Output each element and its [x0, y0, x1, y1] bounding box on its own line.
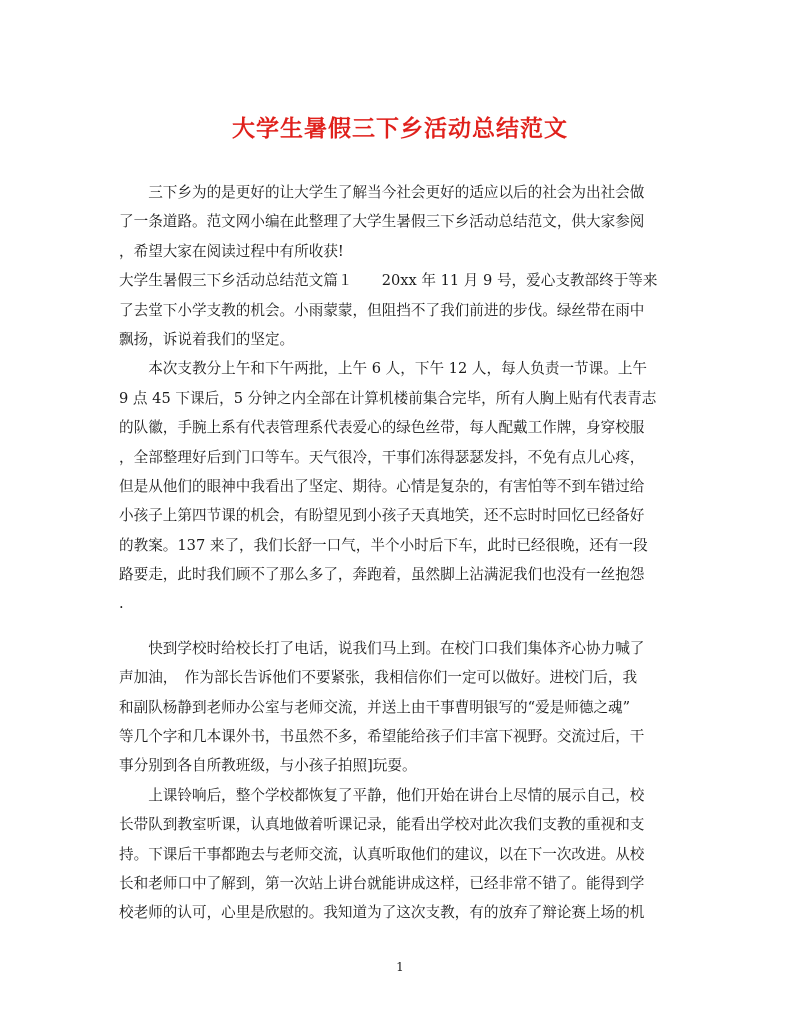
- body-line: 上课铃响后，整个学校都恢复了平静，他们开始在讲台上尽情的展示自己，校: [119, 786, 645, 804]
- body-line: 但是从他们的眼神中我看出了坚定、期待。心情是复杂的，有害怕等不到车错过给: [119, 477, 645, 495]
- body-line: 小孩子上第四节课的机会，有盼望见到小孩子天真地笑，还不忘时时回忆已经备好: [119, 507, 645, 525]
- body-line: 持。下课后干事都跑去与老师交流，认真听取他们的建议，以在下一次改进。从校: [119, 845, 645, 863]
- body-line: ，全部整理好后到门口等车。天气很冷，干事们冻得瑟瑟发抖，不免有点儿心疼，: [119, 448, 645, 466]
- document-title: 大学生暑假三下乡活动总结范文: [232, 115, 568, 142]
- body-line: 长和老师口中了解到，第一次站上讲台就能讲成这样，已经非常不错了。能得到学: [119, 874, 645, 892]
- document-body: [119, 178, 684, 928]
- body-line: .: [119, 595, 124, 613]
- body-line: 大学生暑假三下乡活动总结范文篇１ 20xx 年 11 月 9 号，爱心支教部终于等来: [119, 272, 658, 290]
- body-line: ，希望大家在阅读过程中有所收获!: [119, 242, 344, 260]
- body-line: 的教案。137 来了，我们长舒一口气，半个小时后下车，此时已经很晚，还有一段: [119, 536, 648, 554]
- body-line: 校老师的认可，心里是欣慰的。我知道为了这次支教，有的放弃了辩论赛上场的机: [119, 904, 645, 922]
- body-line: 和副队杨静到老师办公室与老师交流，并送上由干事曹明银写的“爱是师德之魂”: [119, 698, 631, 716]
- body-line: 等几个字和几本课外书，书虽然不多，希望能给孩子们丰富下视野。交流过后，干: [119, 728, 645, 746]
- page-number: 1: [396, 960, 404, 974]
- body-line: 事分别到各自所教班级，与小孩子拍照]玩耍。: [119, 757, 417, 775]
- body-line: 快到学校时给校长打了电话，说我们马上到。在校门口我们集体齐心协力喊了: [119, 639, 645, 657]
- body-line: 三下乡为的是更好的让大学生了解当今社会更好的适应以后的社会为出社会做: [119, 184, 645, 201]
- body-line: 声加油， 作为部长告诉他们不要紧张，我相信你们一定可以做好。进校门后，我: [119, 669, 638, 687]
- body-line: 了去堂下小学支教的机会。小雨蒙蒙，但阻挡不了我们前进的步伐。绿丝带在雨中: [119, 301, 645, 319]
- body-line: 飘扬，诉说着我们的坚定。: [119, 330, 295, 348]
- body-line: 本次支教分上午和下午两批，上午 6 人，下午 12 人，每人负责一节课。上午: [119, 360, 648, 378]
- body-line: 了一条道路。范文网小编在此整理了大学生暑假三下乡活动总结范文，供大家参阅: [119, 213, 645, 231]
- body-line: 9 点 45 下课后，5 分钟之内全部在计算机楼前集合完毕，所有人胸上贴有代表青志: [119, 389, 657, 407]
- body-line: 的队徽，手腕上系有代表管理系代表爱心的绿色丝带，每人配戴工作牌，身穿校服: [119, 419, 645, 437]
- body-line: 路要走，此时我们顾不了那么多了，奔跑着，虽然脚上沾满泥我们也没有一丝抱怨: [119, 566, 645, 584]
- paragraph-gap: [119, 619, 684, 634]
- body-line: 长带队到教室听课，认真地做着听课记录，能看出学校对此次我们支教的重视和支: [119, 816, 645, 834]
